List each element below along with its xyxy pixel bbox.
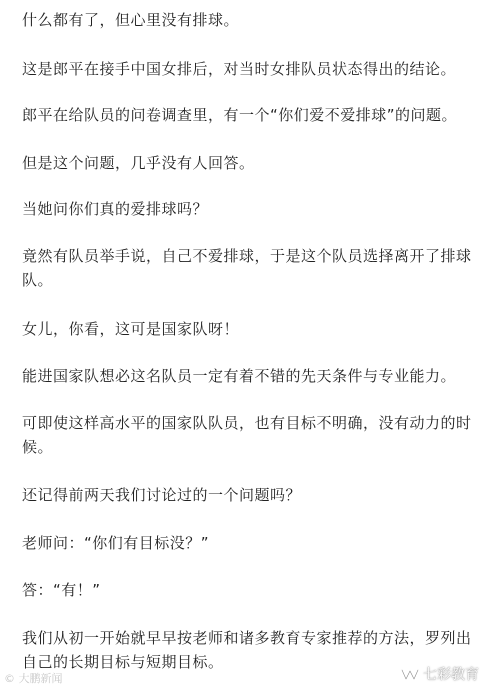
paragraph-8: 能进国家队想必这名队员一定有着不错的先天条件与专业能力。 [22,367,457,385]
paragraph-11: 老师问：“你们有目标没？” [22,534,210,552]
paragraph-6: 竟然有队员举手说，自己不爱排球，于是这个队员选择离开了排球队。 [22,247,472,289]
paragraph-9: 可即使这样高水平的国家队队员，也有目标不明确，没有动力的时候。 [22,414,472,456]
paragraph-3: 郎平在给队员的问卷调查里，有一个“你们爱不爱排球”的问题。 [22,106,458,124]
paragraph-5: 当她问你们真的爱排球吗？ [22,200,209,218]
paragraph-4: 但是这个问题，几乎没有人回答。 [22,154,255,172]
paragraph-13: 我们从初一开始就早早按老师和诸多教育专家推荐的方法，罗列出自己的长期目标与短期目标。 [22,629,472,671]
paragraph-10: 还记得前两天我们讨论过的一个问题吗？ [22,486,302,504]
wechat-channel-icon [401,667,419,681]
account-watermark [401,664,479,684]
paragraph-12: 答：“有！” [22,581,101,599]
paragraph-2: 这是郎平在接手中国女排后，对当时女排队员状态得出的结论。 [22,60,457,78]
paragraph-1: 什么都有了，但心里没有排球。 [22,11,240,29]
account-name: 七彩教育 [423,667,479,683]
source-watermark: © 大鹏新闻 [4,672,63,685]
paragraph-7: 女儿，你看，这可是国家队呀！ [22,320,240,338]
